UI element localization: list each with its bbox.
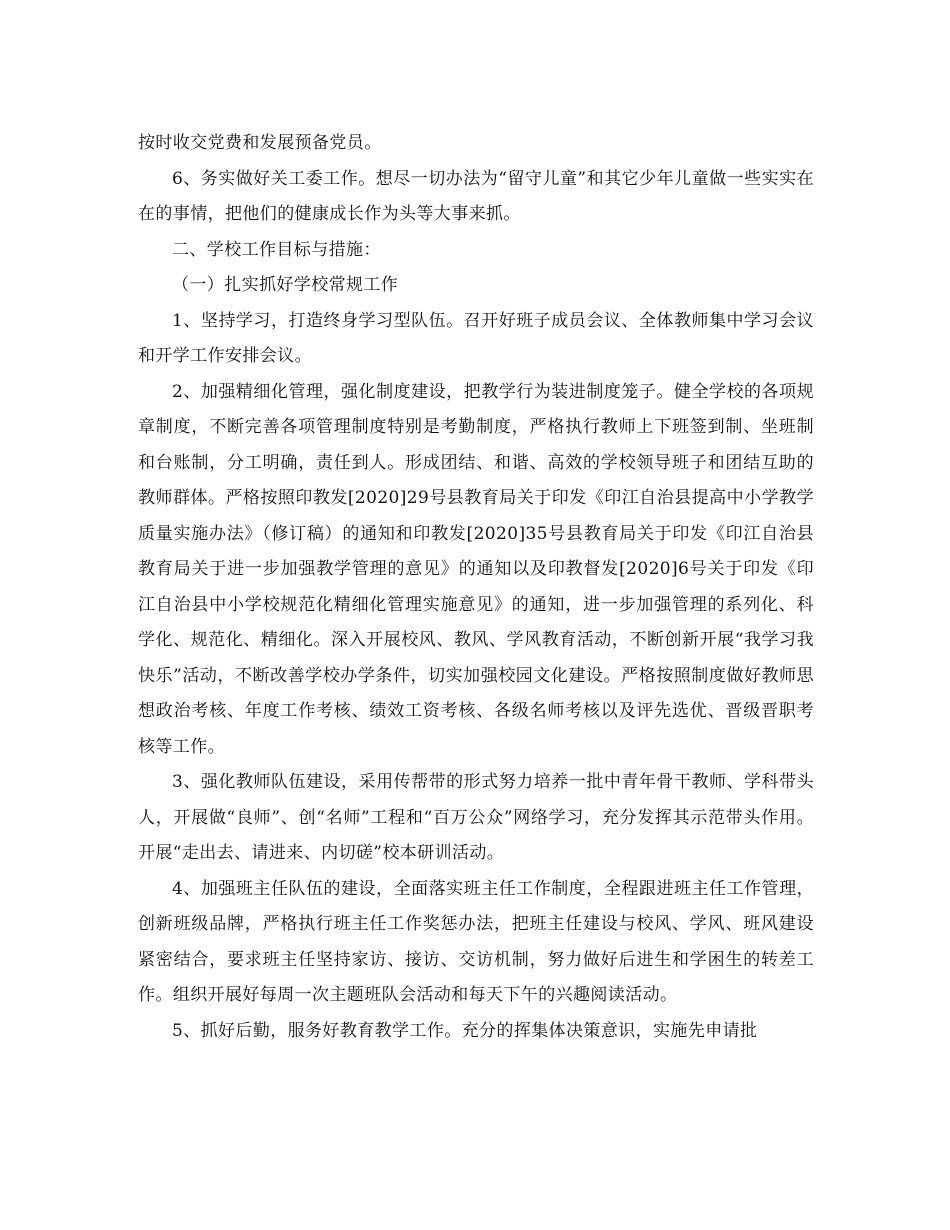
paragraph-item-2: 2、加强精细化管理，强化制度建设，把教学行为装进制度笼子。健全学校的各项规章制度，不断完善各项管理制度特别是考勤制度，严格执行教师上下班签到制、坐班制和台账制，分工明确，责任到人。形成团结、和谐、高效的学校领导班子和团结互助的教师群体。严格按照印教发[2020]29号县教育局关于印发《印江自治县提高中小学教学质量实施办法》（修订稿）的通知和印教发[2020]35号县教育局关于印发《印江自治县教育局关于进一步加强教学管理的意见》的通知以及印教督发[2020]6号关于印发《印江自治县中小学校规范化精细化管理实施意见》的通知，进一步加强管理的系列化、科学化、规范化、精细化。深入开展校风、教风、学风教育活动，不断创新开展“我学习我快乐”活动，不断改善学校办学条件，切实加强校园文化建设。严格按照制度做好教师思想政治考核、年度工作考核、绩效工资考核、各级名师考核以及评先选优、晋级晋职考核等工作。 xyxy=(138,381,814,757)
paragraph-item-6: 6、务实做好关工委工作。想尽一切办法为“留守儿童”和其它少年儿童做一些实实在在的事情，把他们的健康成长作为头等大事来抓。 xyxy=(138,168,814,224)
paragraph-item-1: 1、坚持学习，打造终身学习型队伍。召开好班子成员会议、全体教师集中学习会议和开学工作安排会议。 xyxy=(138,310,814,366)
paragraph-item-3: 3、强化教师队伍建设，采用传帮带的形式努力培养一批中青年骨干教师、学科带头人，开展做“良师”、创“名师”工程和“百万公众”网络学习，充分发挥其示范带头作用。开展“走出去、请进来、内切磋”校本研训活动。 xyxy=(138,772,814,863)
subsection-heading-routine-work: （一）扎实抓好学校常规工作 xyxy=(172,275,399,295)
paragraph-item-4: 4、加强班主任队伍的建设，全面落实班主任工作制度，全程跟进班主任工作管理，创新班级品牌，严格执行班主任工作奖惩办法，把班主任建设与校风、学风、班风建设紧密结合，要求班主任坚持家访、接访、交访机制，努力做好后进生和学困生的转差工作。组织开展好每周一次主题班队会活动和每天下午的兴趣阅读活动。 xyxy=(138,878,814,1005)
section-heading-school-goals: 二、学校工作目标与措施： xyxy=(172,239,381,260)
paragraph-item-5: 5、抓好后勤，服务好教育教学工作。充分的挥集体决策意识，实施先申请批 xyxy=(172,1020,758,1041)
paragraph-continuation: 按时收交党费和发展预备党员。 xyxy=(138,133,382,153)
document-body xyxy=(138,126,814,1049)
